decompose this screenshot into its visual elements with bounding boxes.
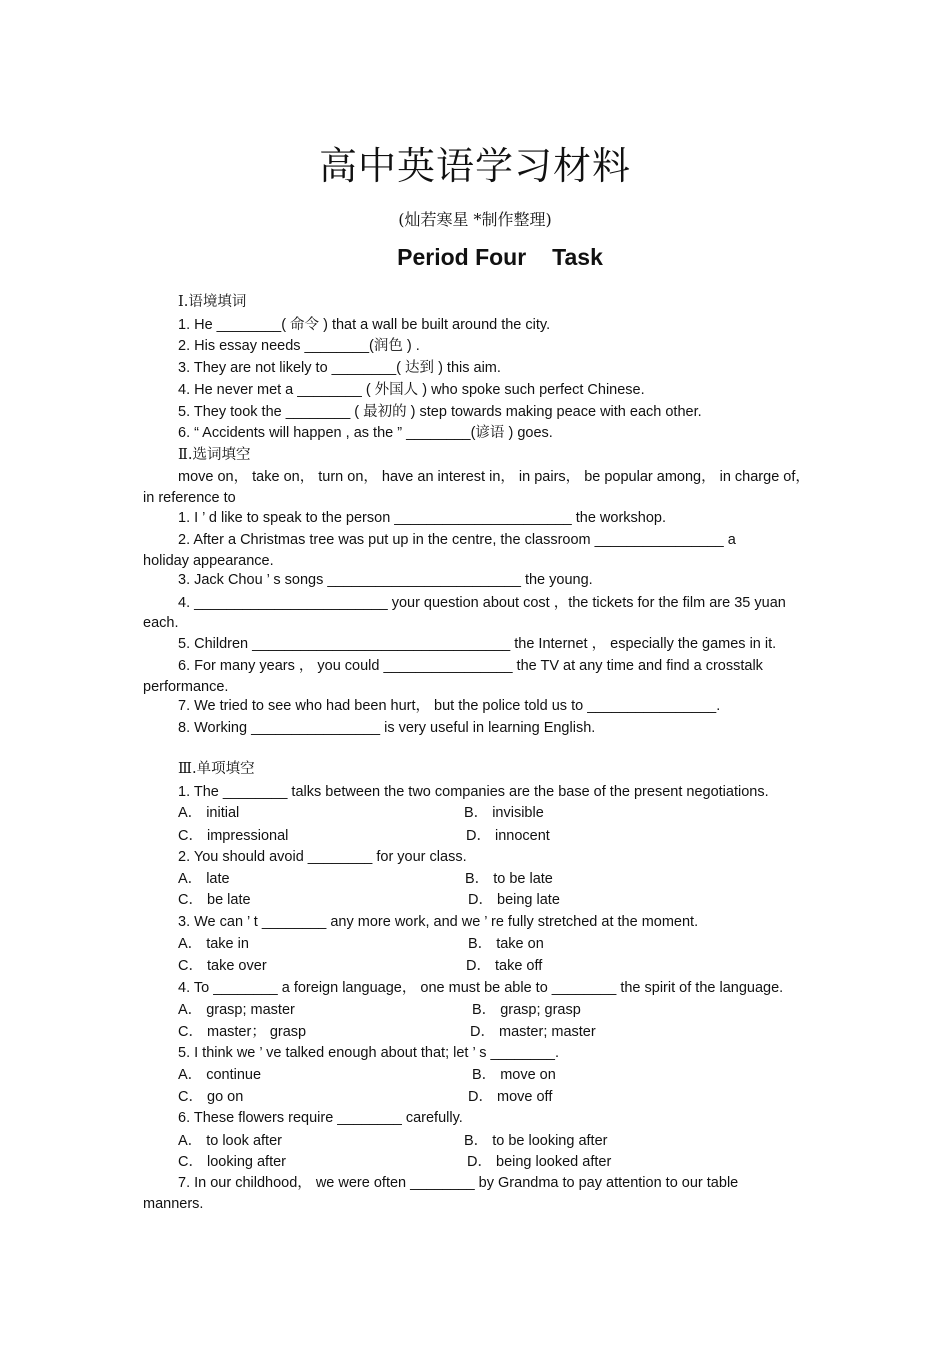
q4-option-d: D． master; master	[470, 1024, 596, 1040]
q7-stem-cont: manners.	[143, 1196, 204, 1212]
q5-option-c: C． go on	[178, 1089, 244, 1105]
s1-item-6: 6. “ Accidents will happen , as the ” ________(谚语 ) goes.	[178, 425, 553, 441]
q7-stem: 7. In our childhood， we were often ________ by Grandma to pay attention to our table	[178, 1175, 739, 1191]
q2-stem: 2. You should avoid ________ for your class.	[178, 849, 467, 865]
q5-option-d: D． move off	[468, 1089, 553, 1105]
q3-stem: 3. We can ’ t ________ any more work, and we ’ re fully stretched at the moment.	[178, 914, 699, 930]
s2-item-7: 7. We tried to see who had been hurt， but the police told us to ________________.	[178, 698, 721, 714]
q3-option-a: A． take in	[178, 936, 249, 952]
q5-option-a: A． continue	[178, 1067, 262, 1083]
s1-item-2: 2. His essay needs ________(润色 ) .	[178, 338, 420, 354]
q4-option-c: C． master； grasp	[178, 1024, 307, 1040]
q2-option-b: B． to be late	[465, 871, 553, 887]
q1-option-a: A． initial	[178, 805, 240, 821]
s1-item-4: 4. He never met a ________ ( 外国人 ) who spoke such perfect Chinese.	[178, 382, 645, 398]
task-label: Task	[552, 244, 603, 270]
section3-heading: Ⅲ.单项填空	[178, 761, 255, 777]
s2-item-4-cont: each.	[143, 615, 179, 631]
s2-item-5: 5. Children ________________________________ the Internet ， especially the games in it.	[178, 636, 777, 652]
q4-option-b: B． grasp; grasp	[472, 1002, 581, 1018]
s2-item-1: 1. I ’ d like to speak to the person ______________________ the workshop.	[178, 510, 666, 526]
s2-item-4: 4. ________________________ your question about cost ，the tickets for the film are 35 yuan	[178, 595, 786, 611]
q5-stem: 5. I think we ’ ve talked enough about that; let ’ s ________.	[178, 1045, 560, 1061]
q3-option-c: C． take over	[178, 958, 267, 974]
s1-item-3: 3. They are not likely to ________( 达到 ) this aim.	[178, 360, 501, 376]
q3-option-b: B． take on	[468, 936, 544, 952]
page-title: 高中英语学习材料	[318, 144, 631, 188]
s2-item-2-cont: holiday appearance.	[143, 553, 274, 569]
q1-option-c: C． impressional	[178, 828, 289, 844]
q2-option-a: A． late	[178, 871, 230, 887]
q2-option-c: C． be late	[178, 892, 251, 908]
q2-option-d: D． being late	[468, 892, 560, 908]
section2-heading: Ⅱ.选词填空	[178, 447, 251, 463]
s2-item-6: 6. For many years ， you could ________________ the TV at any time and find a crosstalk	[178, 658, 763, 674]
q3-option-d: D． take off	[466, 958, 543, 974]
word-bank-line2: in reference to	[143, 490, 236, 506]
s2-item-8: 8. Working ________________ is very useful in learning English.	[178, 720, 596, 736]
s1-item-5: 5. They took the ________ ( 最初的 ) step towards making peace with each other.	[178, 404, 702, 420]
s1-item-1: 1. He ________( 命令 ) that a wall be built around the city.	[178, 317, 551, 333]
q6-stem: 6. These flowers require ________ carefully.	[178, 1110, 463, 1126]
q6-option-b: B． to be looking after	[464, 1133, 608, 1149]
section1-heading: Ⅰ.语境填词	[178, 294, 247, 310]
q6-option-a: A． to look after	[178, 1133, 282, 1149]
s2-item-2: 2. After a Christmas tree was put up in the centre, the classroom ________________ a	[178, 532, 736, 548]
lesson-title	[0, 244, 950, 271]
q1-option-d: D． innocent	[466, 828, 550, 844]
page-subtitle: (灿若寒星 *制作整理)	[398, 210, 552, 229]
s2-item-3: 3. Jack Chou ’ s songs ________________________ the young.	[178, 572, 593, 588]
q6-option-d: D． being looked after	[467, 1154, 612, 1170]
q1-option-b: B． invisible	[464, 805, 544, 821]
q4-option-a: A． grasp; master	[178, 1002, 295, 1018]
q4-stem: 4. To ________ a foreign language， one must be able to ________ the spirit of the language.	[178, 980, 784, 996]
period-label: Period Four	[397, 244, 527, 270]
s2-item-6-cont: performance.	[143, 679, 229, 695]
word-bank-line1: move on， take on， turn on， have an interest in， in pairs， be popular among， in charge of，	[178, 469, 810, 485]
q6-option-c: C． looking after	[178, 1154, 286, 1170]
q5-option-b: B． move on	[472, 1067, 556, 1083]
q1-stem: 1. The ________ talks between the two companies are the base of the present negotiations.	[178, 784, 769, 800]
